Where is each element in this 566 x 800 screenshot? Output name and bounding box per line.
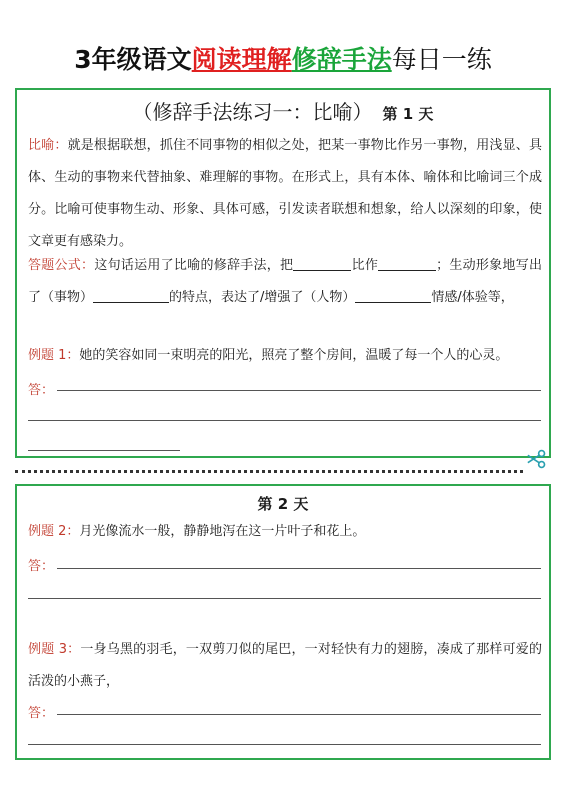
answer2-line-2[interactable] xyxy=(28,598,541,599)
example3-label: 例题 3： xyxy=(28,642,81,657)
day1-box xyxy=(15,88,551,458)
definition-text: 就是根据联想，抓住不同事物的相似之处，把某一事物比作另一事物，用浅显、具体、生动的事物来代替抽象、难理解的事物。在形式上，具有本体、喻体和比喻词三个成分。比喻可使事物生动、形象、具体可感，引发读者联想和想象，给人以深刻的印象，使文章更有感染力。 xyxy=(28,138,542,249)
answer1-line-1[interactable] xyxy=(57,390,541,391)
example3-text: 一身乌黑的羽毛，一双剪刀似的尾巴，一对轻快有力的翅膀，凑成了那样可爱的活泼的小燕子， xyxy=(28,642,542,689)
definition-label: 比喻： xyxy=(28,138,68,153)
day2-label: 第 2 天 xyxy=(257,495,309,513)
example1-label: 例题 1： xyxy=(28,348,80,363)
example2-paragraph xyxy=(28,516,542,548)
day1-label: 第 1 天 xyxy=(382,105,434,123)
example3-paragraph xyxy=(28,634,542,698)
scissors-icon xyxy=(526,448,548,470)
answer3-label: 答： xyxy=(28,706,55,721)
cut-line xyxy=(15,470,523,473)
blank-tenor[interactable] xyxy=(293,256,351,271)
page-title xyxy=(0,40,566,76)
answer2-label: 答： xyxy=(28,559,55,574)
answer1-line-3[interactable] xyxy=(28,450,180,451)
day1-heading xyxy=(17,96,549,125)
title-reading: 阅读理解 xyxy=(191,45,292,74)
formula-text-2: 比作 xyxy=(351,258,379,273)
answer2-line-1[interactable] xyxy=(57,568,541,569)
day2-box xyxy=(15,484,551,760)
blank-vehicle[interactable] xyxy=(378,256,436,271)
definition-paragraph xyxy=(28,130,542,258)
answer3-line-2[interactable] xyxy=(28,744,541,745)
example2-label: 例题 2： xyxy=(28,524,80,539)
title-grade: 3年级语文 xyxy=(74,45,192,74)
answer1-line-2[interactable] xyxy=(28,420,541,421)
title-daily: 每日一练 xyxy=(391,45,492,74)
formula-text-1: 这句话运用了比喻的修辞手法，把 xyxy=(94,258,294,273)
example1-paragraph xyxy=(28,340,542,372)
formula-paragraph xyxy=(28,250,542,314)
exercise-title: （修辞手法练习一：比喻） xyxy=(132,100,373,124)
blank-person[interactable] xyxy=(355,288,431,303)
formula-label: 答题公式： xyxy=(28,258,95,273)
example1-text: 她的笑容如同一束明亮的阳光，照亮了整个房间，温暖了每一个人的心灵。 xyxy=(79,348,509,363)
title-rhetoric: 修辞手法 xyxy=(291,45,392,74)
formula-text-4: 的特点，表达了/增强了（人物） xyxy=(169,290,356,305)
formula-text-5: 情感/体验等， xyxy=(431,290,514,305)
answer1-label: 答： xyxy=(28,383,55,398)
blank-thing[interactable] xyxy=(93,288,169,303)
formula-text-3: ；生动形象地写出了（事物） xyxy=(28,258,542,305)
example2-text: 月光像流水一般，静静地泻在这一片叶子和花上。 xyxy=(79,524,366,539)
answer3-line-1[interactable] xyxy=(57,714,541,715)
